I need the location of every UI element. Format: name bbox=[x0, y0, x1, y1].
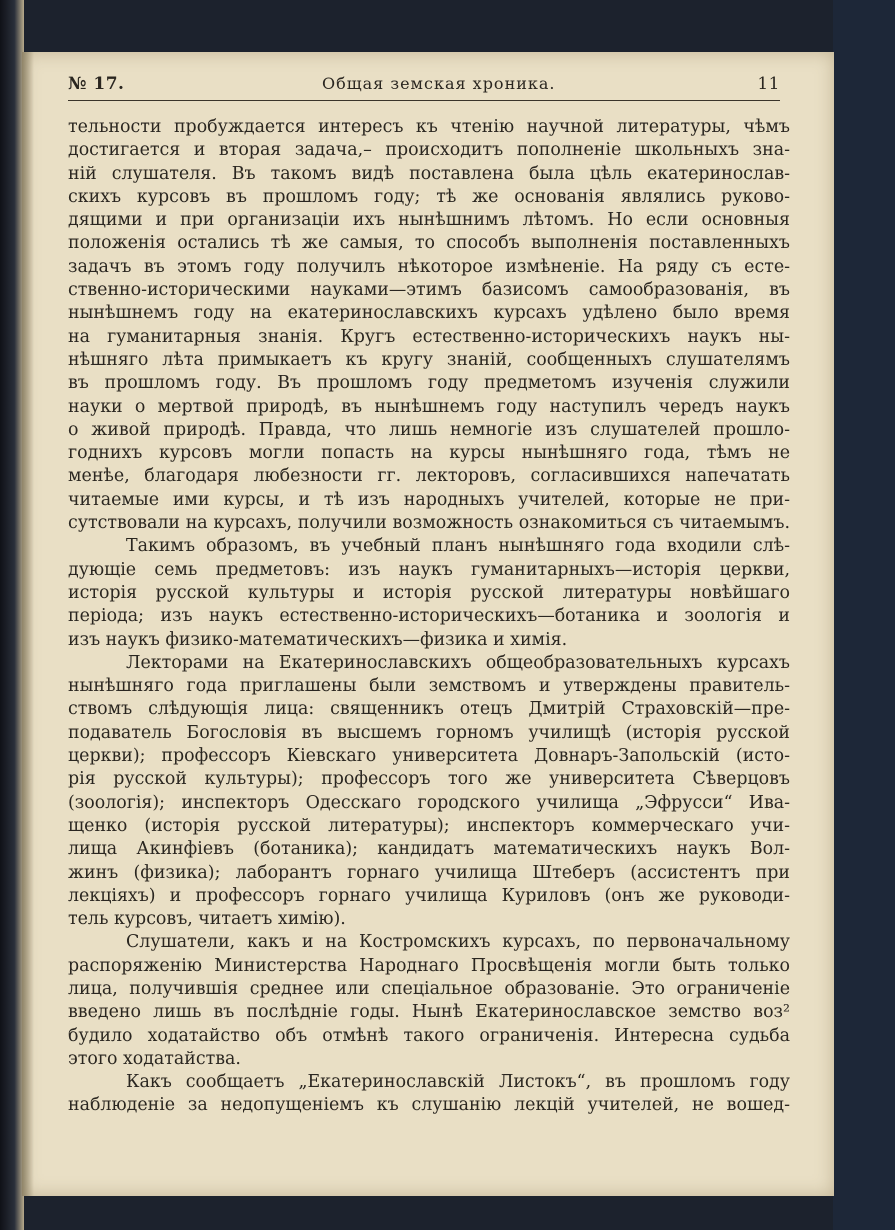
text-line: подаватель Богословія въ высшемъ горномъ училищѣ (исторія русской bbox=[68, 722, 790, 743]
text-line: тельности пробуждается интересъ къ чтенію научной литературы, чѣмъ bbox=[68, 117, 790, 137]
text-line: менѣе, благодаря любезности гг. лекторовъ, согласившихся напечатать bbox=[68, 466, 790, 487]
text-line: сутствовали на курсахъ, получили возможность ознакомиться съ читаемымъ. bbox=[68, 513, 790, 534]
running-header bbox=[68, 74, 780, 100]
text-line: церкви); профессоръ Кіевскаго университета Довнаръ-Запольскій (исто- bbox=[68, 746, 790, 767]
text-line: читаемые ими курсы, и тѣ изъ народныхъ учителей, которые не при- bbox=[68, 489, 790, 510]
text-line: ственно-историческими науками—этимъ базисомъ самообразованія, въ bbox=[68, 280, 790, 301]
text-line: нынѣшнемъ году на екатеринославскихъ курсахъ удѣлено было время bbox=[68, 303, 790, 324]
text-line: исторія русской культуры и исторія русской литературы новѣйшаго bbox=[68, 582, 790, 603]
text-line: ствомъ слѣдующія лица: священникъ отецъ Дмитрій Страховскій—пре- bbox=[68, 699, 790, 720]
text-line: рія русской культуры); профессоръ того же университета Сѣверцовъ bbox=[68, 769, 790, 790]
text-line: этого ходатайства. bbox=[68, 1048, 241, 1069]
text-line: дящими и при организаціи ихъ нынѣшнимъ лѣтомъ. Но если основныя bbox=[68, 210, 790, 231]
page-gutter-shadow bbox=[22, 52, 34, 1196]
text-line: тель курсовъ, читаетъ химію). bbox=[68, 909, 346, 930]
header-rule bbox=[68, 100, 780, 101]
text-line: о живой природѣ. Правда, что лишь немногіе изъ слушателей прошло- bbox=[68, 419, 790, 440]
text-line: періода; изъ наукъ естественно-историческихъ—ботаника и зоологія и bbox=[68, 606, 790, 627]
text-line: скихъ курсовъ въ прошломъ году; тѣ же основанія являлись руково- bbox=[68, 186, 790, 207]
text-line: лекціяхъ) и профессоръ горнаго училища Куриловъ (онъ же руководи- bbox=[68, 885, 790, 906]
text-line: жинъ (физика); лаборантъ горнаго училища Штеберъ (ассистентъ при bbox=[68, 862, 790, 883]
text-line: наблюденіе за недопущеніемъ къ слушанію лекцій учителей, не вошед- bbox=[68, 1095, 790, 1116]
text-line: Какъ сообщаетъ „Екатеринославскій Листокъ“, въ прошломъ году bbox=[126, 1072, 790, 1093]
text-line: (зоологія); инспекторъ Одесскаго городского училища „Эфрусси“ Ива- bbox=[68, 792, 790, 813]
book-spine bbox=[0, 0, 24, 1230]
text-line: щенко (исторія русской литературы); инспекторъ коммерческаго учи- bbox=[68, 815, 790, 836]
text-line: науки о мертвой природѣ, въ нынѣшнемъ году наступилъ чередъ наукъ bbox=[68, 396, 790, 417]
text-line: положенія остались тѣ же самыя, то способъ выполненія поставленныхъ bbox=[68, 233, 790, 254]
running-title: Общая земская хроника. bbox=[322, 74, 556, 93]
text-line: нѣшняго лѣта примыкаетъ къ кругу знаній, сообщенныхъ слушателямъ bbox=[68, 349, 790, 370]
text-line: Лекторами на Екатеринославскихъ общеобразовательныхъ курсахъ bbox=[126, 652, 790, 673]
text-line: дующіе семь предметовъ: изъ наукъ гуманитарныхъ—исторія церкви, bbox=[68, 559, 790, 580]
scanned-page bbox=[22, 52, 834, 1196]
text-line: распоряженію Министерства Народнаго Просвѣщенія могли быть только bbox=[68, 955, 790, 976]
text-line: на гуманитарныя знанія. Кругъ естественно-историческихъ наукъ ны- bbox=[68, 326, 790, 347]
text-line: лица, получившія среднее или спеціальное образованіе. Это ограниченіе bbox=[68, 978, 790, 999]
book-cover-edge bbox=[833, 0, 895, 1230]
text-line: Такимъ образомъ, въ учебный планъ нынѣшняго года входили слѣ- bbox=[126, 536, 790, 557]
text-line: введено лишь въ послѣдніе годы. Нынѣ Екатеринославское земство воз² bbox=[68, 1002, 790, 1023]
text-line: изъ наукъ физико-математическихъ—физика и химія. bbox=[68, 629, 568, 650]
issue-number: № 17. bbox=[68, 74, 125, 94]
text-line: лища Акинфіевъ (ботаника); кандидатъ математическихъ наукъ Вол- bbox=[68, 839, 790, 860]
page-number: 11 bbox=[757, 74, 780, 94]
text-line: ній слушателя. Въ такомъ видѣ поставлена была цѣль екатеринослав- bbox=[68, 163, 790, 184]
text-line: будило ходатайство объ отмѣнѣ такого ограниченія. Интересна судьба bbox=[68, 1025, 790, 1046]
text-line: Слушатели, какъ и на Костромскихъ курсахъ, по первоначальному bbox=[126, 932, 790, 953]
text-line: въ прошломъ году. Въ прошломъ году предметомъ изученія служили bbox=[68, 373, 790, 394]
text-line: задачъ въ этомъ году получилъ нѣкоторое измѣненіе. На ряду съ есте- bbox=[68, 256, 790, 277]
text-line: достигается и вторая задача,– происходитъ пополненіе школьныхъ зна- bbox=[68, 140, 790, 161]
text-line: годнихъ курсовъ могли попасть на курсы нынѣшняго года, тѣмъ не bbox=[68, 443, 790, 464]
body-text bbox=[68, 116, 790, 1118]
text-line: нынѣшняго года приглашены были земствомъ и утверждены правитель- bbox=[68, 676, 790, 697]
